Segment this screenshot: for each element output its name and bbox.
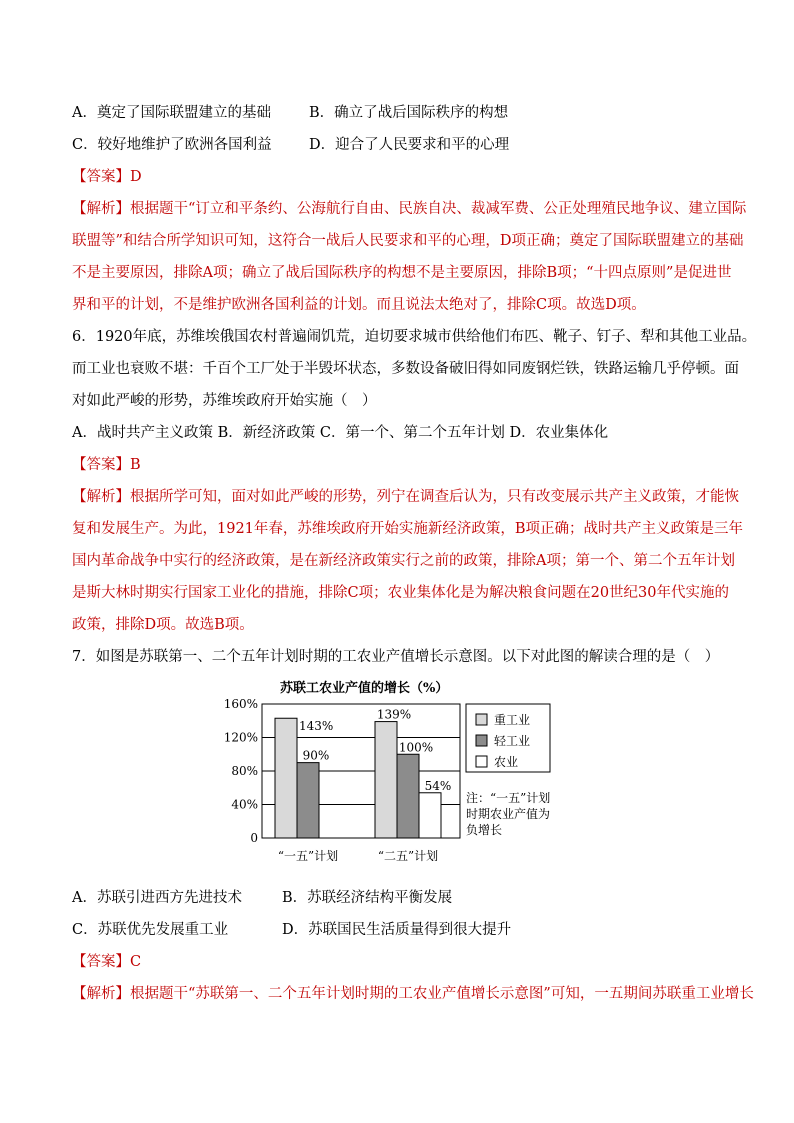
q5-option-a: A．奠定了国际联盟建立的基础 <box>72 105 271 121</box>
q5-analysis-line-1 <box>72 199 746 219</box>
q6-stem-line-2: 而工业也衰败不堪：千百个工厂处于半毁坏状态，多数设备破旧得如同废钢烂铁，铁路运输几乎停顿。面 <box>72 361 739 377</box>
analysis-text: 根据所学可知，面对如此严峻的形势，列宁在调查后认为，只有改变展示共产主义政策，才能恢 <box>130 489 739 505</box>
bar <box>297 763 319 838</box>
chart-note <box>466 790 550 837</box>
chart-note-line: 时期农业产值为 <box>466 807 551 821</box>
q6-analysis-line-4: 是斯大林时期实行国家工业化的措施，排除C项；农业集体化是为解决粮食问题在20世纪30年代实施的 <box>72 585 729 601</box>
answer-tag: 【答案】 <box>72 457 130 473</box>
chart-legend <box>466 704 550 772</box>
chart-note-line: 注：“一五”计划 <box>466 791 551 805</box>
legend-swatch <box>476 735 487 746</box>
q7-answer <box>72 952 141 972</box>
q6-analysis-line-5: 政策，排除D项。故选B项。 <box>72 617 254 633</box>
answer-value: B <box>130 457 141 473</box>
bar <box>419 793 441 838</box>
legend-label: 重工业 <box>494 713 531 727</box>
q7-option-d: D．苏联国民生活质量得到很大提升 <box>282 922 512 938</box>
chart-title: 苏联工农业产值的增长（%） <box>280 681 449 696</box>
y-tick-label: 160% <box>223 697 258 711</box>
q7-option-a: A．苏联引进西方先进技术 <box>72 890 242 906</box>
q5-answer <box>72 167 142 187</box>
growth-bar-chart <box>210 672 580 872</box>
q6-analysis-line-3: 国内革命战争中实行的经济政策，是在新经济政策实行之前的政策，排除A项；第一个、第二个五年计划 <box>72 553 735 569</box>
bar-value-label: 143% <box>299 719 334 734</box>
q5-option-b: B．确立了战后国际秩序的构想 <box>309 105 509 121</box>
q7-option-c: C．苏联优先发展重工业 <box>72 922 229 938</box>
q5-analysis-line-3: 不是主要原因，排除A项；确立了战后国际秩序的构想不是主要原因，排除B项；“十四点原则”是促进世 <box>72 265 732 281</box>
bar <box>375 722 397 838</box>
q6-answer <box>72 455 141 475</box>
bar-value-label: 100% <box>398 740 434 755</box>
bar <box>397 754 419 838</box>
q5-analysis-line-2: 联盟等”和结合所学知识可知，这符合一战后人民要求和平的心理，D项正确；奠定了国际联盟建立的基础 <box>72 233 744 249</box>
legend-label: 轻工业 <box>494 734 531 748</box>
analysis-tag: 【解析】 <box>72 986 130 1002</box>
chart-note-line: 负增长 <box>466 823 503 837</box>
answer-tag: 【答案】 <box>72 954 130 970</box>
q6-options: A．战时共产主义政策 B．新经济政策 C．第一个、第二个五年计划 D．农业集体化 <box>72 425 609 441</box>
y-tick-label: 0 <box>250 831 258 845</box>
q5-option-c: C．较好地维护了欧洲各国利益 <box>72 137 272 153</box>
y-tick-label: 80% <box>231 764 258 778</box>
analysis-tag: 【解析】 <box>72 489 130 505</box>
q7-analysis-line-1 <box>72 984 754 1004</box>
y-tick-label: 120% <box>223 730 258 745</box>
chart-bars <box>275 718 441 838</box>
y-tick-label: 40% <box>231 797 258 812</box>
answer-tag: 【答案】 <box>72 169 130 185</box>
x-category-label: “一五”计划 <box>277 849 339 863</box>
q5-option-d: D．迎合了人民要求和平的心理 <box>309 137 510 153</box>
analysis-text: 根据题干“订立和平条约、公海航行自由、民族自决、裁减军费、公正处理殖民地争议、建立国际 <box>130 201 747 217</box>
q7-stem: 7．如图是苏联第一、二个五年计划时期的工农业产值增长示意图。以下对此图的解读合理的是（ ） <box>72 649 720 665</box>
bar-value-label: 90% <box>302 748 330 763</box>
q5-analysis-line-4: 界和平的计划，不是维护欧洲各国利益的计划。而且说法太绝对了，排除C项。故选D项。 <box>72 297 646 313</box>
q6-stem-line-1: 6．1920年底，苏维埃俄国农村普遍闹饥荒，迫切要求城市供给他们布匹、靴子、钉子、犁和其他工业品。 <box>72 329 757 345</box>
q7-option-b: B．苏联经济结构平衡发展 <box>282 890 453 906</box>
q6-analysis-line-2: 复和发展生产。为此，1921年春，苏维埃政府开始实施新经济政策，B项正确；战时共产主义政策是三年 <box>72 521 744 537</box>
x-category-label: “二五”计划 <box>377 849 439 863</box>
bar-value-label: 139% <box>376 707 412 722</box>
legend-swatch <box>476 714 487 725</box>
legend-label: 农业 <box>494 755 519 769</box>
answer-value: D <box>130 169 142 185</box>
bar <box>275 718 297 838</box>
q6-analysis-line-1 <box>72 487 739 507</box>
bar-value-label: 54% <box>424 778 452 793</box>
answer-value: C <box>130 954 142 970</box>
q6-stem-line-3: 对如此严峻的形势，苏维埃政府开始实施（ ） <box>72 393 377 409</box>
analysis-text: 根据题干“苏联第一、二个五年计划时期的工农业产值增长示意图”可知，一五期间苏联重工业增长 <box>130 986 754 1002</box>
analysis-tag: 【解析】 <box>72 201 130 217</box>
legend-swatch <box>476 756 487 767</box>
